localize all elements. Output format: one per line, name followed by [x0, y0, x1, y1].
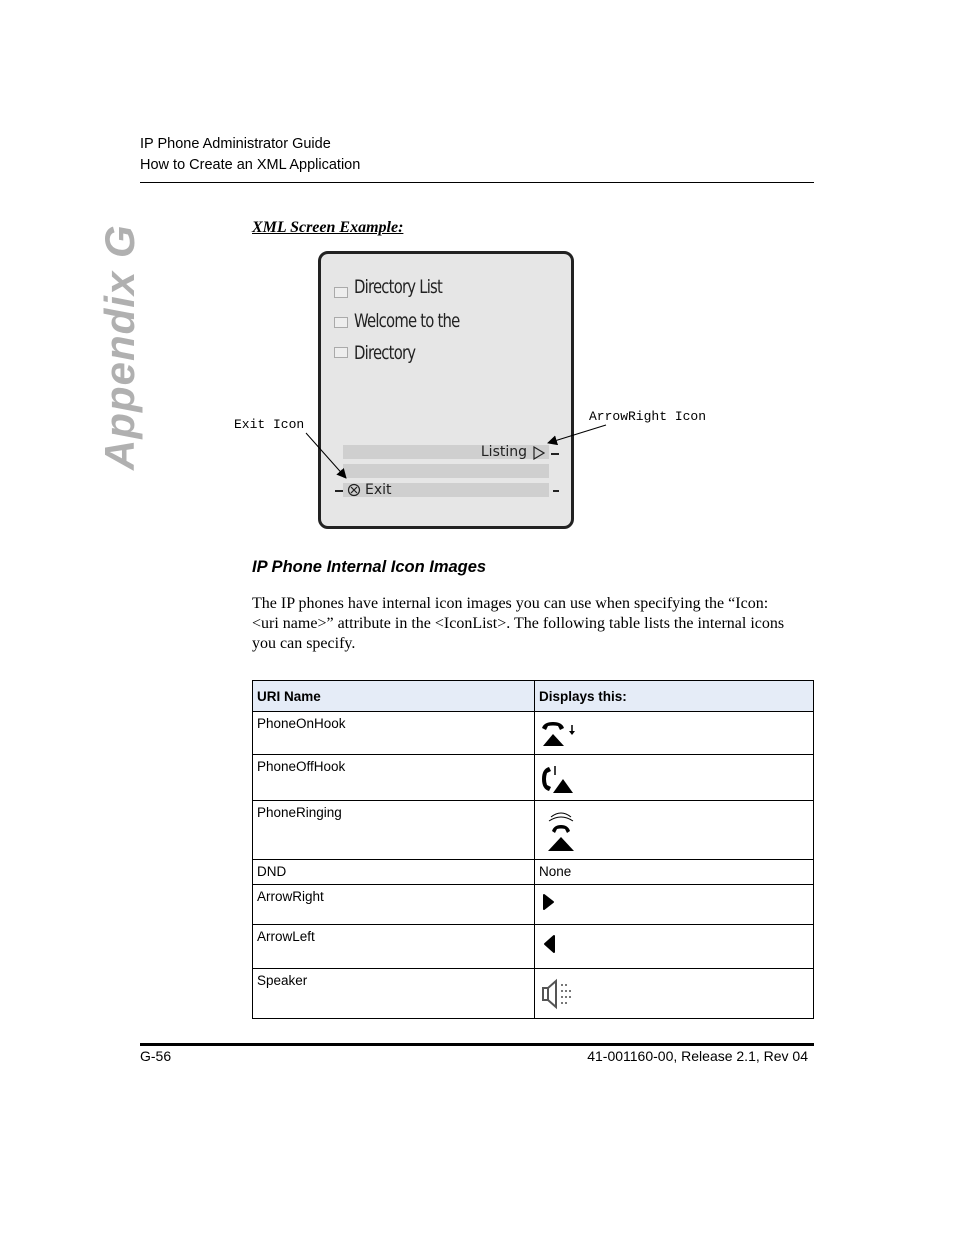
- screen-line-2: Welcome to the: [354, 310, 460, 332]
- table-header-row: [253, 681, 814, 712]
- phone-on-hook-icon: [539, 720, 579, 748]
- table-row: [253, 860, 814, 885]
- uri-name-cell: PhoneOnHook: [253, 712, 535, 755]
- arrow-right-icon: [533, 446, 545, 460]
- screen-line-3: Directory: [354, 342, 416, 364]
- exit-icon-callout-label: Exit Icon: [234, 417, 305, 432]
- phone-off-hook-icon: [539, 763, 585, 795]
- display-cell: [535, 885, 814, 925]
- display-cell: [535, 801, 814, 860]
- column-header-displays: Displays this:: [535, 681, 814, 712]
- table-row: [253, 712, 814, 755]
- column-header-uri-name: URI Name: [253, 681, 535, 712]
- softkey-listing-label: Listing: [480, 444, 527, 460]
- display-cell: [535, 755, 814, 801]
- table-row: [253, 801, 814, 860]
- display-cell: None: [535, 860, 814, 885]
- uri-name-cell: DND: [253, 860, 535, 885]
- table-row: [253, 885, 814, 925]
- arrow-left-icon: [539, 933, 559, 955]
- arrow-right-icon: [539, 893, 559, 913]
- xml-example-title: XML Screen Example:: [252, 219, 404, 236]
- uri-name-cell: ArrowRight: [253, 885, 535, 925]
- table-row: [253, 969, 814, 1019]
- screen-line-icon: [334, 347, 348, 358]
- softkey-exit-label: Exit: [365, 482, 392, 498]
- icon-table: [252, 680, 814, 1019]
- appendix-side-tab: Appendix G: [96, 224, 143, 470]
- page-number: G-56: [140, 1048, 172, 1064]
- phone-screen-illustration: [318, 251, 574, 529]
- display-cell: [535, 712, 814, 755]
- document-id: 41-001160-00, Release 2.1, Rev 04: [587, 1048, 808, 1064]
- footer-divider: [140, 1043, 814, 1046]
- softkey-bar-middle: [343, 464, 549, 478]
- screen-line-1: Directory List: [354, 276, 443, 298]
- phone-ringing-icon: [539, 809, 579, 853]
- right-softkey-dash: [551, 453, 559, 455]
- screen-line-icon: [334, 287, 348, 298]
- display-cell: [535, 969, 814, 1019]
- screen-line-icon: [334, 317, 348, 328]
- section-heading: IP Phone Internal Icon Images: [252, 558, 487, 576]
- header-divider: [140, 182, 814, 183]
- intro-paragraph: The IP phones have internal icon images you can use when specifying the “Icon:<uri name>” attribute in the <IconList>. The following table lists the internal icons you can specify.: [252, 595, 785, 652]
- display-cell: [535, 925, 814, 969]
- table-row: [253, 755, 814, 801]
- uri-name-cell: Speaker: [253, 969, 535, 1019]
- exit-icon: [347, 483, 361, 497]
- softkey-dash: [553, 490, 559, 492]
- header-chapter-title: How to Create an XML Application: [140, 157, 361, 173]
- uri-name-cell: ArrowLeft: [253, 925, 535, 969]
- uri-name-cell: PhoneOffHook: [253, 755, 535, 801]
- left-softkey-dash: [335, 490, 343, 492]
- header-guide-title: IP Phone Administrator Guide: [140, 136, 331, 152]
- arrowright-icon-callout-label: ArrowRight Icon: [589, 409, 707, 424]
- uri-name-cell: PhoneRinging: [253, 801, 535, 860]
- table-row: [253, 925, 814, 969]
- speaker-icon: [539, 977, 583, 1011]
